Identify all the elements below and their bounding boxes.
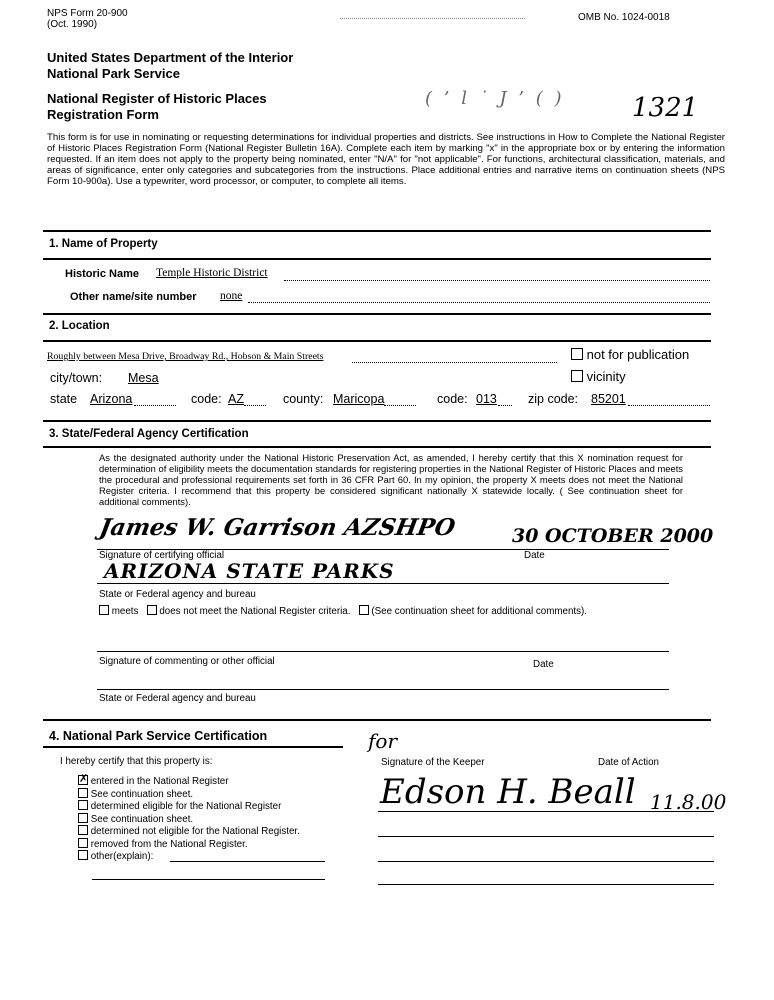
agency-line [97, 583, 669, 584]
option-label: See continuation sheet. [90, 813, 194, 825]
option-label: other(explain): [90, 851, 154, 862]
fill-line [628, 405, 710, 406]
option-not-eligible[interactable] [78, 825, 300, 838]
section-3-title: 3. State/Federal Agency Certification [49, 428, 249, 440]
state-label: state [50, 392, 78, 406]
does-not-meet-checkbox[interactable] [147, 605, 157, 615]
other-explain-line [92, 879, 325, 880]
reference-number: 1321 [632, 93, 699, 123]
vicinity-checkbox[interactable] [571, 370, 583, 382]
keeper-line [378, 861, 714, 862]
form-number: NPS Form 20-900 [47, 8, 128, 19]
historic-name-value[interactable]: Temple Historic District [156, 267, 268, 279]
omb-number: OMB No. 1024-0018 [578, 12, 670, 23]
service-title: National Park Service [47, 66, 180, 81]
section-divider [43, 446, 711, 448]
section-divider [43, 420, 711, 422]
section-divider [43, 230, 711, 232]
comment-agency-label: State or Federal agency and bureau [99, 693, 256, 704]
continuation-label: (See continuation sheet for additional comments). [371, 606, 588, 617]
other-name-value[interactable]: none [220, 290, 243, 302]
certification-paragraph: As the designated authority under the National Historic Preservation Act, as amended, I hereby certify that this X nomination request for determination of eligibility meets the documentation standards for registering properties in the National Register of Historic Places and meets the procedural and professional requirements set forth in 36 CFR Part 60. In my opinion, the property X meets does not meet the National Register criteria. I recommend that this property be considered significant nationally X statewide locally. ( See continuation sheet for additional comments). [99, 452, 683, 507]
option-checkbox[interactable] [78, 850, 88, 860]
continuation-checkbox[interactable] [359, 605, 369, 615]
comment-signature-line [97, 651, 669, 652]
zip-value[interactable]: 85201 [591, 392, 626, 406]
state-code-value[interactable]: AZ [228, 392, 244, 406]
city-label: city/town: [50, 371, 103, 385]
not-for-publication-option[interactable] [571, 347, 689, 362]
street-address[interactable]: Roughly between Mesa Drive, Broadway Rd., Hobson & Main Streets [47, 351, 324, 362]
comment-date-label: Date [533, 659, 554, 670]
nps-options [78, 775, 300, 863]
date-of-action: 11.8.00 [650, 790, 727, 814]
signature-label: Signature of certifying official [99, 550, 225, 561]
date-of-action-label: Date of Action [598, 757, 659, 768]
section-4-title: 4. National Park Service Certification [49, 729, 268, 743]
fill-line [498, 405, 512, 406]
option-continuation-2[interactable] [78, 813, 300, 826]
keeper-signature-label: Signature of the Keeper [381, 757, 485, 768]
comment-signature-label: Signature of commenting or other official [99, 656, 275, 667]
option-label: See continuation sheet. [90, 788, 194, 800]
option-eligible[interactable] [78, 800, 300, 813]
does-not-meet-label: does not meet the National Register criteria. [159, 606, 351, 617]
date-label: Date [524, 550, 545, 561]
comment-agency-line [97, 689, 669, 690]
option-checkbox[interactable] [78, 800, 88, 810]
not-for-publication-label: not for publication [586, 347, 690, 362]
option-checkbox[interactable] [78, 813, 88, 823]
historic-name-label: Historic Name [65, 268, 139, 280]
fill-line [384, 405, 416, 406]
fill-line [134, 405, 176, 406]
option-removed[interactable] [78, 838, 300, 851]
option-label: determined eligible for the National Register [90, 801, 282, 812]
fill-line [244, 405, 266, 406]
agency-handwritten: ARIZONA STATE PARKS [104, 559, 395, 583]
option-continuation-1[interactable] [78, 788, 300, 801]
option-label: removed from the National Register. [90, 838, 248, 850]
section-divider [43, 746, 343, 748]
meets-label: meets [111, 606, 139, 617]
certifying-signature: James W. Garrison AZSHPO [97, 514, 458, 541]
certifying-date: 30 OCTOBER 2000 [512, 525, 714, 547]
received-stamp: ( ’ l ˙ J ’ ( ) [425, 88, 565, 109]
section-divider [43, 340, 711, 342]
section-1-title: 1. Name of Property [49, 238, 158, 250]
option-checkbox[interactable] [78, 788, 88, 798]
state-code-label: code: [191, 392, 222, 406]
form-date: (Oct. 1990) [47, 19, 98, 30]
state-value[interactable]: Arizona [90, 392, 133, 406]
section-divider [43, 719, 711, 721]
form-title-2: Registration Form [47, 107, 159, 122]
instructions-paragraph: This form is for use in nominating or requesting determinations for individual properties and districts. See instructions in How to Complete the National Register of Historic Places Registration Form (National Register Bulletin 16A). Complete each item by marking "x" in the appropriate box or by entering the information requested. If an item does not apply to the property being nominated, enter "N/A" for "not applicable". For functions, architectural classification, materials, and areas of significance, enter only categories and subcategories from the instructions. Place additional entries and narrative items on continuation sheets (NPS Form 10-900a). Use a typewriter, word processor, or computer, to complete all items. [47, 132, 725, 187]
agency-label: State or Federal agency and bureau [99, 589, 256, 600]
not-for-publication-checkbox[interactable] [571, 348, 583, 360]
option-entered[interactable] [78, 775, 300, 788]
county-label: county: [283, 392, 324, 406]
city-value[interactable]: Mesa [128, 371, 159, 385]
keeper-line [378, 884, 714, 885]
stamp-line [340, 18, 525, 19]
form-title-1: National Register of Historic Places [47, 91, 267, 106]
certify-statement: I hereby certify that this property is: [60, 756, 213, 767]
other-explain-line [170, 861, 325, 862]
county-code-value[interactable]: 013 [476, 392, 497, 406]
criteria-options [99, 605, 587, 617]
other-name-label: Other name/site number [70, 291, 197, 303]
option-checkbox[interactable] [78, 838, 88, 848]
section-divider [43, 258, 711, 260]
keeper-signature: Edson H. Beall [380, 772, 636, 812]
entered-checkbox[interactable]: ✗ [79, 773, 89, 785]
keeper-for: for [368, 729, 398, 753]
meets-checkbox[interactable] [99, 605, 109, 615]
option-label: determined not eligible for the National Register. [90, 826, 300, 837]
zip-label: zip code: [528, 392, 579, 406]
section-divider [43, 313, 711, 315]
vicinity-label: vicinity [586, 369, 626, 384]
fill-line [248, 302, 710, 303]
fill-line [284, 280, 710, 281]
department-title: United States Department of the Interior [47, 50, 294, 65]
keeper-line [378, 836, 714, 837]
county-code-label: code: [437, 392, 468, 406]
fill-line [352, 362, 557, 363]
option-checkbox[interactable] [78, 825, 88, 835]
county-value[interactable]: Maricopa [333, 392, 385, 406]
vicinity-option[interactable] [571, 369, 626, 384]
option-label: entered in the National Register [90, 776, 229, 787]
section-2-title: 2. Location [49, 320, 110, 332]
keeper-line [378, 811, 714, 812]
